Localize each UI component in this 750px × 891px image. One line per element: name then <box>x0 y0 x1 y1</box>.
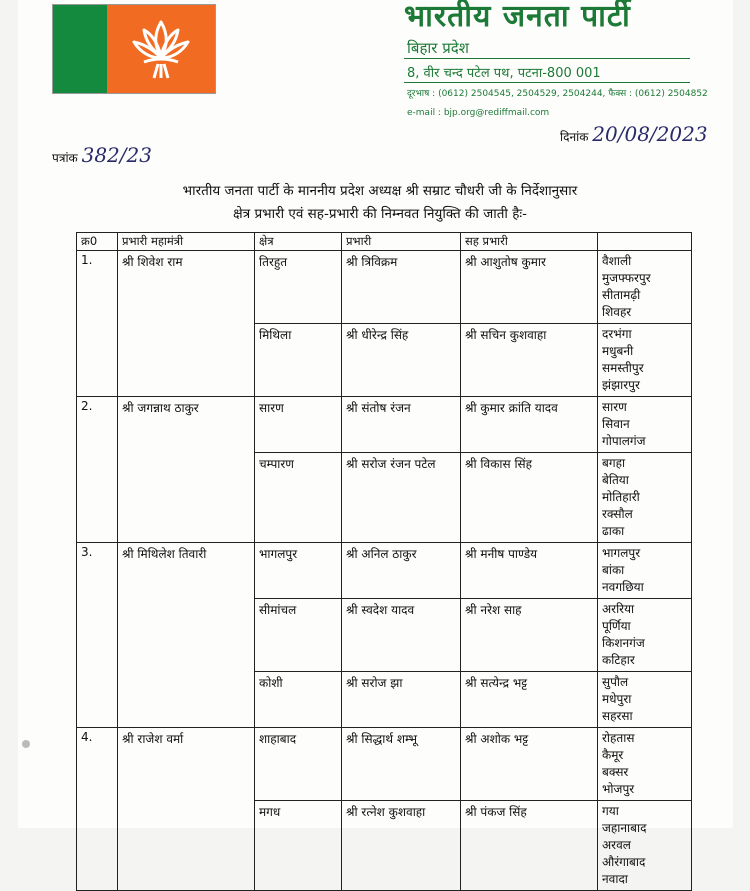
district-name: सारण <box>602 400 627 414</box>
region-cell: शाहाबाद <box>255 728 342 801</box>
table-row <box>77 728 692 801</box>
district-name: औरंगाबाद <box>602 855 646 869</box>
header-co-incharge: सह प्रभारी <box>461 233 598 251</box>
district-name: वैशाली <box>602 254 632 268</box>
region-cell: मिथिला <box>255 324 342 397</box>
header-divider <box>404 58 690 59</box>
general-secretary-cell: श्री मिथिलेश तिवारी <box>118 543 255 728</box>
lotus-icon <box>130 16 192 82</box>
co-incharge-cell: श्री अशोक भट्ट <box>461 728 598 801</box>
logo-green-band <box>53 5 107 93</box>
intro-line-2: क्षेत्र प्रभारी एवं सह-प्रभारी की निम्नवत नियुक्ति की जाती हैः- <box>233 206 527 222</box>
serial-cell: 3. <box>77 543 118 728</box>
incharge-cell: श्री धीरेन्द्र सिंह <box>342 324 461 397</box>
district-name: पूर्णिया <box>602 619 631 633</box>
district-name: दरभंगा <box>602 327 632 341</box>
appointment-table <box>76 232 692 891</box>
letter-number <box>52 143 152 167</box>
letter-date-value: 20/08/2023 <box>592 122 708 146</box>
phone-fax: दूरभाष : (0612) 2504545, 2504529, 2504244, फैक्स : (0612) 2504852 <box>407 89 708 99</box>
co-incharge-cell: श्री सचिन कुशवाहा <box>461 324 598 397</box>
districts-cell <box>598 728 692 801</box>
districts-cell <box>598 324 692 397</box>
incharge-cell: श्री संतोष रंजन <box>342 397 461 453</box>
district-name: सहरसा <box>602 709 633 723</box>
districts-cell <box>598 672 692 728</box>
header-region: क्षेत्र <box>255 233 342 251</box>
district-name: कैमूर <box>602 748 624 762</box>
district-name: गया <box>602 804 619 818</box>
incharge-cell: श्री सरोज झा <box>342 672 461 728</box>
co-incharge-cell: श्री नरेश साह <box>461 599 598 672</box>
incharge-cell: श्री रत्नेश कुशवाहा <box>342 801 461 891</box>
incharge-cell: श्री त्रिविक्रम <box>342 251 461 324</box>
district-name: सुपौल <box>602 675 629 689</box>
districts-cell <box>598 397 692 453</box>
serial-cell: 2. <box>77 397 118 543</box>
district-name: ढाका <box>602 524 625 538</box>
districts-cell <box>598 453 692 543</box>
region-cell: भागलपुर <box>255 543 342 599</box>
region-cell: मगध <box>255 801 342 891</box>
district-name: मुजफ्फरपुर <box>602 271 651 285</box>
districts-cell <box>598 801 692 891</box>
intro-text <box>60 180 700 226</box>
district-name: समस्तीपुर <box>602 361 644 375</box>
district-name: कटिहार <box>602 653 635 667</box>
district-name: जहानाबाद <box>602 821 647 835</box>
districts-cell <box>598 599 692 672</box>
district-name: शिवहर <box>602 305 632 319</box>
district-name: बक्सर <box>602 765 629 779</box>
district-name: बेतिया <box>602 473 629 487</box>
district-name: नवादा <box>602 872 628 886</box>
serial-cell: 4. <box>77 728 118 891</box>
district-name: बांका <box>602 563 625 577</box>
general-secretary-cell: श्री शिवेश राम <box>118 251 255 397</box>
region-cell: तिरहुत <box>255 251 342 324</box>
region-cell: सारण <box>255 397 342 453</box>
header-general-secretary: प्रभारी महामंत्री <box>118 233 255 251</box>
incharge-cell: श्री सिद्धार्थ शम्भू <box>342 728 461 801</box>
incharge-cell: श्री सरोज रंजन पटेल <box>342 453 461 543</box>
co-incharge-cell: श्री पंकज सिंह <box>461 801 598 891</box>
district-name: भागलपुर <box>602 546 641 560</box>
region-cell: कोशी <box>255 672 342 728</box>
state-unit: बिहार प्रदेश <box>407 39 469 57</box>
table-header-row <box>77 233 692 251</box>
letter-date-label: दिनांक <box>560 130 589 144</box>
district-name: रोहतास <box>602 731 635 745</box>
district-name: मधेपुरा <box>602 692 632 706</box>
district-name: रक्सौल <box>602 507 633 521</box>
district-name: मोतिहारी <box>602 490 640 504</box>
districts-cell <box>598 251 692 324</box>
header-incharge: प्रभारी <box>342 233 461 251</box>
co-incharge-cell: श्री कुमार क्रांति यादव <box>461 397 598 453</box>
general-secretary-cell: श्री राजेश वर्मा <box>118 728 255 891</box>
district-name: सिवान <box>602 417 630 431</box>
logo-saffron-band <box>107 5 215 93</box>
office-address: 8, वीर चन्द पटेल पथ, पटना-800 001 <box>407 66 601 81</box>
districts-cell <box>598 543 692 599</box>
district-name: नवगछिया <box>602 580 644 594</box>
region-cell: सीमांचल <box>255 599 342 672</box>
general-secretary-cell: श्री जगन्नाथ ठाकुर <box>118 397 255 543</box>
party-name: भारतीय जनता पार्टी <box>404 0 631 34</box>
district-name: बगहा <box>602 456 626 470</box>
district-name: सीतामढ़ी <box>602 288 641 302</box>
incharge-cell: श्री स्वदेश यादव <box>342 599 461 672</box>
letter-number-label: पत्रांक <box>52 151 78 165</box>
scan-mark <box>22 740 30 748</box>
party-logo <box>52 4 216 94</box>
letter-number-value: 382/23 <box>81 143 152 167</box>
district-name: अररिया <box>602 602 635 616</box>
district-name: अरवल <box>602 838 631 852</box>
district-name: झंझारपुर <box>602 378 640 392</box>
table-row <box>77 397 692 453</box>
region-cell: चम्पारण <box>255 453 342 543</box>
co-incharge-cell: श्री सत्येन्द्र भट्ट <box>461 672 598 728</box>
serial-cell: 1. <box>77 251 118 397</box>
district-name: गोपालगंज <box>602 434 646 448</box>
header-serial: क्र0 <box>77 233 118 251</box>
email-address: e-mail : bjp.org@rediffmail.com <box>407 108 550 118</box>
table-row <box>77 543 692 599</box>
co-incharge-cell: श्री विकास सिंह <box>461 453 598 543</box>
co-incharge-cell: श्री मनीष पाण्डेय <box>461 543 598 599</box>
district-name: मधुबनी <box>602 344 634 358</box>
incharge-cell: श्री अनिल ठाकुर <box>342 543 461 599</box>
table-row <box>77 251 692 324</box>
header-districts <box>598 233 692 251</box>
intro-line-1: भारतीय जनता पार्टी के माननीय प्रदेश अध्यक्ष श्री सम्राट चौधरी जी के निर्देशानुसार <box>182 183 578 199</box>
district-name: किशनगंज <box>602 636 645 650</box>
co-incharge-cell: श्री आशुतोष कुमार <box>461 251 598 324</box>
header-divider-2 <box>404 82 690 83</box>
district-name: भोजपुर <box>602 782 635 796</box>
letter-date <box>560 122 708 146</box>
